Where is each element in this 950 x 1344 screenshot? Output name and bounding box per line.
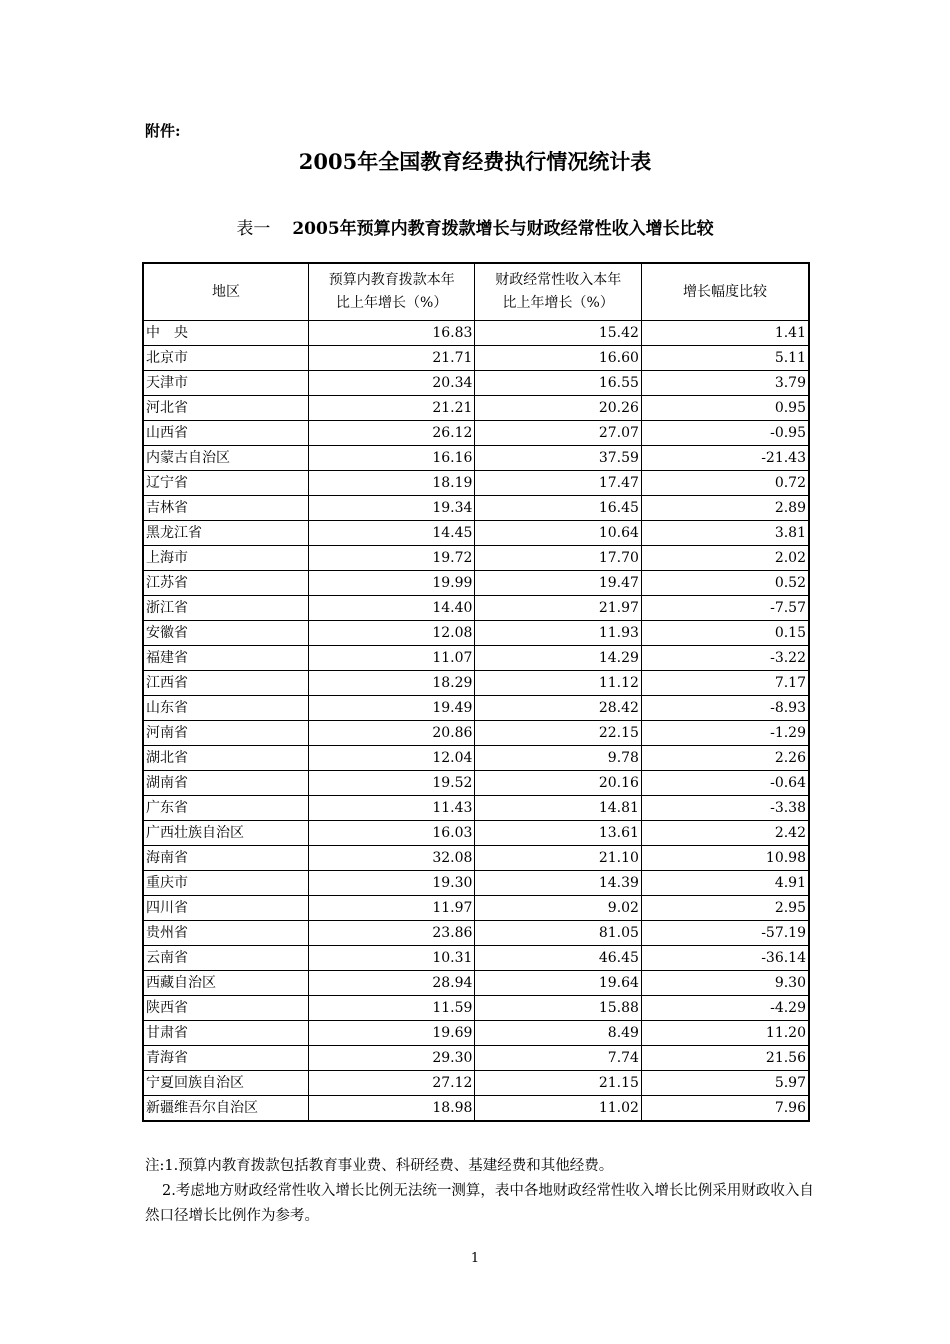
budget-growth-cell: 20.34 bbox=[308, 371, 475, 396]
region-cell: 辽宁省 bbox=[143, 471, 308, 496]
page-number: 1 bbox=[470, 1251, 480, 1266]
budget-growth-cell: 11.43 bbox=[308, 796, 475, 821]
table-header-row bbox=[143, 263, 809, 321]
region-cell: 吉林省 bbox=[143, 496, 308, 521]
budget-growth-cell: 21.21 bbox=[308, 396, 475, 421]
budget-growth-cell: 27.12 bbox=[308, 1071, 475, 1096]
header-revenue-growth: 财政经常性收入本年 比上年增长（%） bbox=[475, 263, 642, 321]
table-row bbox=[143, 846, 809, 871]
revenue-growth-cell: 21.10 bbox=[475, 846, 642, 871]
region-cell: 宁夏回族自治区 bbox=[143, 1071, 308, 1096]
revenue-growth-cell: 14.39 bbox=[475, 871, 642, 896]
budget-growth-cell: 18.98 bbox=[308, 1096, 475, 1122]
growth-difference-cell: -0.64 bbox=[641, 771, 809, 796]
budget-growth-cell: 16.83 bbox=[308, 321, 475, 346]
revenue-growth-cell: 16.45 bbox=[475, 496, 642, 521]
table-row bbox=[143, 546, 809, 571]
growth-comparison-table bbox=[142, 262, 810, 1122]
table-row bbox=[143, 621, 809, 646]
region-cell: 安徽省 bbox=[143, 621, 308, 646]
region-cell: 青海省 bbox=[143, 1046, 308, 1071]
table-row bbox=[143, 696, 809, 721]
table-label: 表一 bbox=[236, 219, 271, 239]
region-cell: 中 央 bbox=[143, 321, 308, 346]
growth-difference-cell: 7.96 bbox=[641, 1096, 809, 1122]
revenue-growth-cell: 11.12 bbox=[475, 671, 642, 696]
table-row bbox=[143, 446, 809, 471]
table-row bbox=[143, 496, 809, 521]
table-title: 2005年预算内教育拨款增长与财政经常性收入增长比较 bbox=[292, 219, 714, 239]
table-row bbox=[143, 1046, 809, 1071]
region-cell: 湖北省 bbox=[143, 746, 308, 771]
table-row bbox=[143, 921, 809, 946]
region-cell: 云南省 bbox=[143, 946, 308, 971]
revenue-growth-cell: 20.16 bbox=[475, 771, 642, 796]
revenue-growth-cell: 19.64 bbox=[475, 971, 642, 996]
table-row bbox=[143, 646, 809, 671]
region-cell: 陕西省 bbox=[143, 996, 308, 1021]
revenue-growth-cell: 14.81 bbox=[475, 796, 642, 821]
budget-growth-cell: 10.31 bbox=[308, 946, 475, 971]
region-cell: 海南省 bbox=[143, 846, 308, 871]
budget-growth-cell: 19.49 bbox=[308, 696, 475, 721]
revenue-growth-cell: 15.42 bbox=[475, 321, 642, 346]
growth-difference-cell: 5.97 bbox=[641, 1071, 809, 1096]
revenue-growth-cell: 7.74 bbox=[475, 1046, 642, 1071]
revenue-growth-cell: 22.15 bbox=[475, 721, 642, 746]
revenue-growth-cell: 16.60 bbox=[475, 346, 642, 371]
revenue-growth-cell: 11.93 bbox=[475, 621, 642, 646]
growth-difference-cell: 0.15 bbox=[641, 621, 809, 646]
revenue-growth-cell: 14.29 bbox=[475, 646, 642, 671]
growth-difference-cell: -0.95 bbox=[641, 421, 809, 446]
table-row bbox=[143, 571, 809, 596]
growth-difference-cell: 5.11 bbox=[641, 346, 809, 371]
growth-difference-cell: -8.93 bbox=[641, 696, 809, 721]
table-row bbox=[143, 421, 809, 446]
table-row bbox=[143, 346, 809, 371]
budget-growth-cell: 20.86 bbox=[308, 721, 475, 746]
table-row bbox=[143, 896, 809, 921]
revenue-growth-cell: 13.61 bbox=[475, 821, 642, 846]
region-cell: 江西省 bbox=[143, 671, 308, 696]
budget-growth-cell: 19.72 bbox=[308, 546, 475, 571]
attachment-label: 附件: bbox=[145, 122, 181, 140]
note-2: 2.考虑地方财政经常性收入增长比例无法统一测算，表中各地财政经常性收入增长比例采用财政收入自然口径增长比例作为参考。 bbox=[145, 1183, 814, 1224]
budget-growth-cell: 19.99 bbox=[308, 571, 475, 596]
table-row bbox=[143, 721, 809, 746]
budget-growth-cell: 32.08 bbox=[308, 846, 475, 871]
revenue-growth-cell: 46.45 bbox=[475, 946, 642, 971]
main-title: 2005年全国教育经费执行情况统计表 bbox=[298, 149, 652, 174]
budget-growth-cell: 19.34 bbox=[308, 496, 475, 521]
region-cell: 上海市 bbox=[143, 546, 308, 571]
growth-difference-cell: -7.57 bbox=[641, 596, 809, 621]
region-cell: 广西壮族自治区 bbox=[143, 821, 308, 846]
growth-difference-cell: -57.19 bbox=[641, 921, 809, 946]
growth-difference-cell: 4.91 bbox=[641, 871, 809, 896]
region-cell: 河北省 bbox=[143, 396, 308, 421]
table-row bbox=[143, 596, 809, 621]
budget-growth-cell: 18.29 bbox=[308, 671, 475, 696]
growth-difference-cell: 3.81 bbox=[641, 521, 809, 546]
growth-difference-cell: 2.95 bbox=[641, 896, 809, 921]
budget-growth-cell: 23.86 bbox=[308, 921, 475, 946]
budget-growth-cell: 14.40 bbox=[308, 596, 475, 621]
growth-difference-cell: -4.29 bbox=[641, 996, 809, 1021]
region-cell: 黑龙江省 bbox=[143, 521, 308, 546]
revenue-growth-cell: 17.70 bbox=[475, 546, 642, 571]
table-row bbox=[143, 521, 809, 546]
region-cell: 新疆维吾尔自治区 bbox=[143, 1096, 308, 1122]
revenue-growth-cell: 37.59 bbox=[475, 446, 642, 471]
budget-growth-cell: 19.52 bbox=[308, 771, 475, 796]
revenue-growth-cell: 20.26 bbox=[475, 396, 642, 421]
budget-growth-cell: 19.69 bbox=[308, 1021, 475, 1046]
region-cell: 四川省 bbox=[143, 896, 308, 921]
region-cell: 甘肃省 bbox=[143, 1021, 308, 1046]
region-cell: 江苏省 bbox=[143, 571, 308, 596]
growth-difference-cell: 21.56 bbox=[641, 1046, 809, 1071]
region-cell: 福建省 bbox=[143, 646, 308, 671]
growth-difference-cell: 2.89 bbox=[641, 496, 809, 521]
growth-difference-cell: 3.79 bbox=[641, 371, 809, 396]
budget-growth-cell: 12.04 bbox=[308, 746, 475, 771]
revenue-growth-cell: 28.42 bbox=[475, 696, 642, 721]
budget-growth-cell: 16.03 bbox=[308, 821, 475, 846]
growth-difference-cell: 0.72 bbox=[641, 471, 809, 496]
revenue-growth-cell: 9.78 bbox=[475, 746, 642, 771]
table-row bbox=[143, 871, 809, 896]
region-cell: 北京市 bbox=[143, 346, 308, 371]
budget-growth-cell: 18.19 bbox=[308, 471, 475, 496]
region-cell: 河南省 bbox=[143, 721, 308, 746]
revenue-growth-cell: 15.88 bbox=[475, 996, 642, 1021]
growth-difference-cell: -36.14 bbox=[641, 946, 809, 971]
table-row bbox=[143, 371, 809, 396]
growth-difference-cell: 9.30 bbox=[641, 971, 809, 996]
region-cell: 内蒙古自治区 bbox=[143, 446, 308, 471]
growth-difference-cell: 0.52 bbox=[641, 571, 809, 596]
region-cell: 西藏自治区 bbox=[143, 971, 308, 996]
growth-difference-cell: 2.42 bbox=[641, 821, 809, 846]
budget-growth-cell: 11.07 bbox=[308, 646, 475, 671]
table-row bbox=[143, 1071, 809, 1096]
revenue-growth-cell: 16.55 bbox=[475, 371, 642, 396]
revenue-growth-cell: 19.47 bbox=[475, 571, 642, 596]
revenue-growth-cell: 81.05 bbox=[475, 921, 642, 946]
growth-difference-cell: -3.38 bbox=[641, 796, 809, 821]
header-region: 地区 bbox=[143, 263, 308, 321]
table-row bbox=[143, 821, 809, 846]
growth-difference-cell: 1.41 bbox=[641, 321, 809, 346]
growth-difference-cell: -1.29 bbox=[641, 721, 809, 746]
growth-difference-cell: -3.22 bbox=[641, 646, 809, 671]
revenue-growth-cell: 17.47 bbox=[475, 471, 642, 496]
budget-growth-cell: 26.12 bbox=[308, 421, 475, 446]
revenue-growth-cell: 21.15 bbox=[475, 1071, 642, 1096]
table-row bbox=[143, 771, 809, 796]
region-cell: 山西省 bbox=[143, 421, 308, 446]
growth-difference-cell: 10.98 bbox=[641, 846, 809, 871]
revenue-growth-cell: 27.07 bbox=[475, 421, 642, 446]
header-budget-growth: 预算内教育拨款本年 比上年增长（%） bbox=[308, 263, 475, 321]
table-row bbox=[143, 671, 809, 696]
budget-growth-cell: 21.71 bbox=[308, 346, 475, 371]
region-cell: 广东省 bbox=[143, 796, 308, 821]
table-row bbox=[143, 796, 809, 821]
table-body bbox=[143, 321, 809, 1122]
revenue-growth-cell: 21.97 bbox=[475, 596, 642, 621]
notes bbox=[145, 1154, 815, 1229]
budget-growth-cell: 11.97 bbox=[308, 896, 475, 921]
budget-growth-cell: 19.30 bbox=[308, 871, 475, 896]
growth-difference-cell: 7.17 bbox=[641, 671, 809, 696]
table-row bbox=[143, 971, 809, 996]
budget-growth-cell: 14.45 bbox=[308, 521, 475, 546]
table-row bbox=[143, 946, 809, 971]
table-row bbox=[143, 396, 809, 421]
table-row bbox=[143, 471, 809, 496]
table-row bbox=[143, 1096, 809, 1122]
table-row bbox=[143, 996, 809, 1021]
revenue-growth-cell: 8.49 bbox=[475, 1021, 642, 1046]
region-cell: 山东省 bbox=[143, 696, 308, 721]
revenue-growth-cell: 11.02 bbox=[475, 1096, 642, 1122]
region-cell: 重庆市 bbox=[143, 871, 308, 896]
table-caption bbox=[0, 214, 950, 239]
growth-difference-cell: 2.26 bbox=[641, 746, 809, 771]
table-row bbox=[143, 1021, 809, 1046]
growth-difference-cell: 2.02 bbox=[641, 546, 809, 571]
budget-growth-cell: 28.94 bbox=[308, 971, 475, 996]
table-row bbox=[143, 321, 809, 346]
budget-growth-cell: 11.59 bbox=[308, 996, 475, 1021]
budget-growth-cell: 29.30 bbox=[308, 1046, 475, 1071]
header-growth-difference: 增长幅度比较 bbox=[641, 263, 809, 321]
note-1: 注:1.预算内教育拨款包括教育事业费、科研经费、基建经费和其他经费。 bbox=[145, 1158, 614, 1174]
revenue-growth-cell: 9.02 bbox=[475, 896, 642, 921]
region-cell: 贵州省 bbox=[143, 921, 308, 946]
growth-difference-cell: 0.95 bbox=[641, 396, 809, 421]
region-cell: 天津市 bbox=[143, 371, 308, 396]
growth-difference-cell: 11.20 bbox=[641, 1021, 809, 1046]
table-row bbox=[143, 746, 809, 771]
budget-growth-cell: 12.08 bbox=[308, 621, 475, 646]
budget-growth-cell: 16.16 bbox=[308, 446, 475, 471]
growth-difference-cell: -21.43 bbox=[641, 446, 809, 471]
region-cell: 湖南省 bbox=[143, 771, 308, 796]
region-cell: 浙江省 bbox=[143, 596, 308, 621]
revenue-growth-cell: 10.64 bbox=[475, 521, 642, 546]
